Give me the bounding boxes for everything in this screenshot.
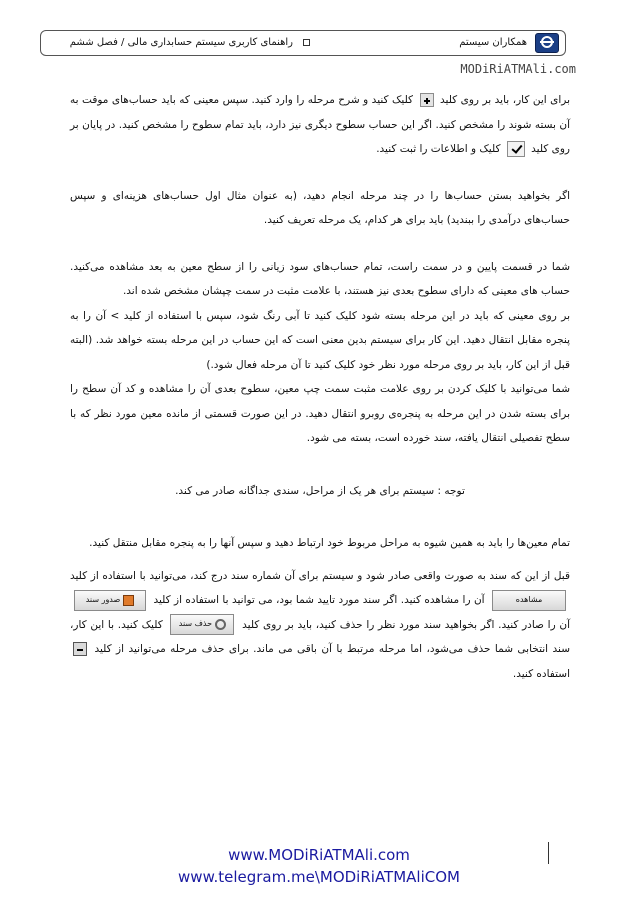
delete-document-button-image: حذف سند [170,614,234,635]
footer-telegram-link[interactable]: www.telegram.me\MODiRiATMAliCOM [178,868,460,886]
issue-document-button-image: صدور سند [74,590,146,611]
minus-button-icon [73,642,87,656]
paragraph-4: بر روی معینی که باید در این مرحله بسته شود کلیک کنید تا آبی رنگ شود، سپس با استفاده از کلید > آن را به پنجره مقابل انتقال دهید. این کار برای سیستم بدین معنی است که این حساب در این مرحله بسته خواهد شد. (البته قبل از این کار، باید بر روی مرحله مورد نظر خود کلیک کنید تا آن مرحله فعال شود.) [70,309,570,371]
paragraph-1: برای این کار، باید بر روی کلید کلیک کنید و شرح مرحله را وارد کنید. سپس معینی که باید حساب‌های موقت به آن بسته شوند را مشخص کنید. اگر این حساب سطوح دیگری نیز دارد، باید تمام سطوح را مشخص کنید. در پایان بر روی کلید کلیک و اطلاعات را ثبت کنید. [70,94,570,155]
view-document-button-image: مشاهده [492,590,566,611]
issue-document-icon [123,595,134,606]
page-header [40,30,566,56]
checkmark-button-icon [507,141,525,157]
company-logo-icon [535,33,559,53]
brand-watermark: MODiRiATMAli.com [460,62,576,76]
document-body [70,88,570,708]
header-company: همکاران سیستم [459,37,527,48]
paragraph-2: اگر بخواهید بستن حساب‌ها را در چند مرحله انجام دهید، (به عنوان مثال اول حساب‌های هزینه‌ای و سپس حساب‌های درآمدی را ببندید) باید برای هر کدام، یک مرحله تعریف کنید. [70,189,570,226]
square-bullet-icon [303,39,310,46]
paragraph-7: قبل از این که سند به صورت واقعی صادر شود و سیستم برای آن شماره سند درج کند، می‌توانید با استفاده از کلید مشاهده آن را مشاهده کنید. اگر سند مورد تایید شما بود، می توانید با استفاده از کلید صدور سند آن را صادر کنید. اگر بخواهید سند مورد نظر را حذف کنید، باید بر روی کلید حذف سند کلیک کنید. با این کار، سند انتخابی شما حذف می‌شود، اما مرحله مرتبط با آن باقی می ماند. برای حذف مرحله می‌توانید از کلید استفاده کنید. [70,569,570,680]
paragraph-6: تمام معین‌ها را باید به همین شیوه به مراحل مربوط خود ارتباط دهید و سپس آنها را به پنجره مقابل منتقل کنید. [89,537,570,549]
paragraph-5: شما می‌توانید با کلیک کردن بر روی علامت مثبت سمت چپ معین، سطوح بعدی آن را مشاهده و کد آن سطح را برای بسته شدن در این مرحله به پنجره‌ی روبرو انتقال دهید. در این صورت قسمتی از مانده معین مورد نظر که با سطح تفصیلی انتقال یافته، سند خورده است، بسته می شود. [70,383,570,444]
footer-website-link[interactable]: www.MODiRiATMAli.com [228,846,410,864]
plus-button-icon [420,93,434,107]
paragraph-3: شما در قسمت پایین و در سمت راست، تمام حساب‌های سود زیانی را از سطح معین به بعد مشاهده می‌کنید. حساب های معینی که دارای سطوح بعدی نیز هستند، با علامت مثبت در سمت چپشان مشخص شده اند. [70,260,570,297]
delete-document-icon [215,619,226,630]
header-guide-title: راهنمای کاربری سیستم حسابداری مالی / فصل ششم [69,37,293,48]
note-paragraph: توجه : سیستم برای هر یک از مراحل، سندی جداگانه صادر می کند. [175,484,465,497]
